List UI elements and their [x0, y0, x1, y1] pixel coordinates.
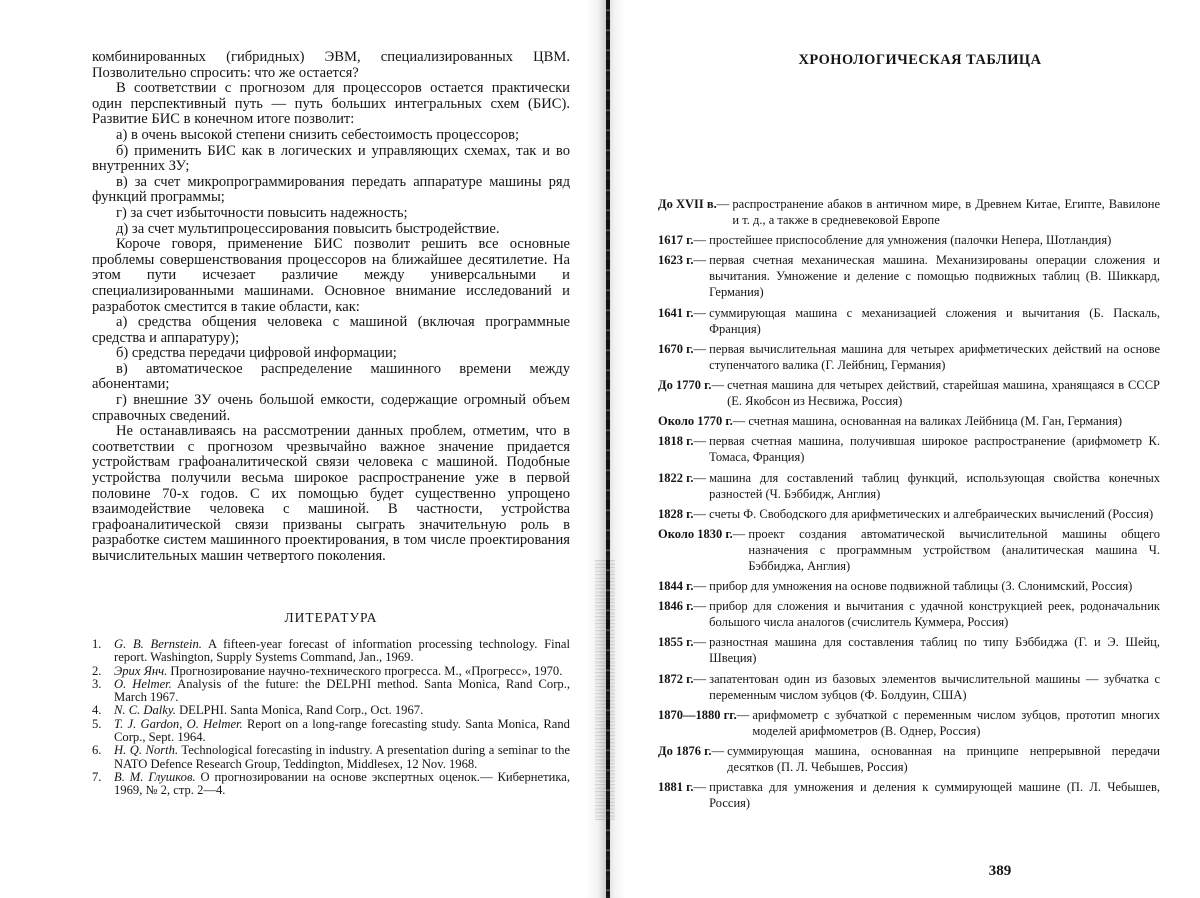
right-page	[600, 0, 1200, 898]
entry-dash: —	[693, 305, 710, 320]
entry-text: разностная машина для составления таблиц по типу Бэббиджа (Г. и Э. Шейц, Швеция)	[709, 635, 1160, 666]
reference-item	[92, 718, 570, 745]
reference-number: 6.	[92, 743, 102, 758]
paragraph: б) средства передачи цифровой информации;	[116, 345, 397, 362]
reference-author: H. Q. North.	[114, 743, 179, 758]
chronology-entry	[658, 634, 1160, 666]
reference-item	[92, 771, 570, 798]
entry-text: простейшее приспособление для умножения (палочки Непера, Шотландия)	[709, 233, 1112, 248]
entry-dash: —	[711, 377, 728, 392]
entry-date: 1846 г.	[658, 599, 694, 614]
reference-number: 2.	[92, 663, 102, 678]
paragraph: Короче говоря, применение БИС позволит решить все основные проблемы совершенствования процессоров на ближайшее десятилетие. На этом пути исчезает различие между универсальными и специализированными машинами. Основное внимание исследований и разработок сместится в такие области, как:	[92, 236, 570, 315]
entry-date: 1617 г.	[658, 233, 694, 248]
entry-dash: —	[693, 599, 710, 614]
paragraph: г) за счет избыточности повысить надежность;	[116, 204, 408, 221]
entry-text: машина для составлений таблиц функций, использующая свойства конечных разностей (Ч. Бэббидж, Англия)	[709, 470, 1160, 501]
page-title: ХРОНОЛОГИЧЕСКАЯ ТАБЛИЦА	[798, 52, 1042, 68]
entry-text: суммирующая машина с механизацией сложения и вычитания (Б. Паскаль, Франция)	[709, 305, 1160, 336]
reference-item	[92, 744, 570, 771]
entry-text: счетная машина, основанная на валиках Лейбница (М. Ган, Германия)	[748, 414, 1123, 429]
chronology-entry	[658, 671, 1160, 703]
reference-number: 1.	[92, 637, 102, 651]
entry-date: 1855 г.	[658, 635, 694, 650]
entry-dash: —	[693, 434, 710, 449]
reference-author: Эрих Янч.	[114, 663, 168, 678]
entry-dash: —	[693, 635, 710, 650]
reference-author: O. Helmer.	[114, 676, 172, 691]
chronology-entry	[658, 433, 1160, 465]
entry-date: До XVII в.	[658, 197, 717, 211]
entry-text: первая счетная механическая машина. Механизированы операции сложения и вычитания. Умножение и деление с помощью подвижных таблиц (В. Шиккард, Германия)	[709, 253, 1160, 300]
chronology-entry	[658, 232, 1160, 248]
chronology-entry	[658, 743, 1160, 775]
entry-date: 1870—1880 гг.	[658, 707, 737, 722]
entry-date: 1623 г.	[658, 253, 694, 268]
entry-dash: —	[693, 506, 710, 521]
paragraph: а) средства общения человека с машиной (включая программные средства и аппаратуру);	[92, 314, 570, 346]
chronology-entry	[658, 526, 1160, 574]
entry-date: 1872 г.	[658, 671, 694, 686]
entry-dash: —	[693, 671, 710, 686]
entry-text: прибор для сложения и вычитания с удачной конструкцией реек, родоначальник большого числа аналогов (счислитель Куммера, Россия)	[709, 599, 1160, 630]
entry-date: 1670 г.	[658, 341, 694, 356]
entry-dash: —	[732, 526, 749, 541]
reference-author: В. М. Глушков.	[114, 769, 196, 784]
paragraph: г) внешние ЗУ очень большой емкости, содержащие огромный объем справочных сведений.	[92, 392, 570, 424]
reference-text: Analysis of the future: the DELPHI method. Santa Monica, Rand Corp., March 1967.	[114, 676, 570, 705]
entry-text: первая вычислительная машина для четырех арифметических действий на основе ступенчатого валика (Г. Лейбниц, Германия)	[709, 341, 1160, 372]
entry-date: Около 1830 г.	[658, 526, 733, 541]
entry-dash: —	[693, 470, 710, 485]
page-number: 389	[988, 863, 1012, 879]
entry-date: 1818 г.	[658, 434, 694, 449]
reference-text: Report on a long-range forecasting study. Santa Monica, Rand Corp., Sept. 1964.	[114, 716, 570, 745]
body-text	[92, 50, 570, 565]
reference-number: 7.	[92, 769, 102, 784]
reference-item	[92, 665, 570, 678]
entry-dash: —	[716, 197, 733, 211]
paragraph: д) за счет мультипроцессирования повысить быстродействие.	[116, 220, 500, 237]
reference-author: G. B. Bernstein.	[114, 637, 202, 651]
entry-text: счеты Ф. Свободского для арифметических и алгебраических вычислений (Россия)	[709, 506, 1154, 521]
chronology-entry	[658, 470, 1160, 502]
chronology-entry	[658, 598, 1160, 630]
entry-text: приставка для умножения и деления к суммирующей машине (П. Л. Чебышев, Россия)	[709, 780, 1160, 811]
entry-date: 1828 г.	[658, 506, 694, 521]
entry-date: 1844 г.	[658, 579, 694, 594]
entry-text: арифмометр с зубчаткой с переменным числом зубцов, прототип многих моделей арифмометров (В. Однер, Россия)	[752, 707, 1160, 738]
reference-number: 3.	[92, 676, 102, 691]
chronology-entry	[658, 413, 1160, 429]
entry-text: первая счетная машина, получившая широкое распространение (арифмометр К. Томаса, Франция)	[709, 434, 1160, 465]
entry-text: проект создания автоматической вычислительной машины общего назначения с программным устройством (аналитическая машина Ч. Бэббиджа, Англия)	[748, 526, 1160, 573]
reference-author: N. C. Dalky.	[114, 703, 176, 718]
chronology-entry	[658, 578, 1160, 594]
reference-text: О прогнозировании на основе экспертных оценок.— Кибернетика, 1969, № 2, стр. 2—4.	[114, 769, 570, 798]
entry-date: До 1876 г.	[658, 744, 712, 758]
reference-text: DELPHI. Santa Monica, Rand Corp., Oct. 1967.	[175, 703, 424, 718]
paragraph: в) автоматическое распределение машинного времени между абонентами;	[92, 360, 570, 393]
reference-list	[92, 638, 570, 798]
literature-heading: ЛИТЕРАТУРА	[284, 610, 378, 625]
chronology-entry	[658, 779, 1160, 811]
chronology-entry	[658, 707, 1160, 739]
reference-number: 5.	[92, 716, 102, 731]
entry-text: суммирующая машина, основанная на принципе непрерывной передачи десятков (П. Л. Чебышев, Россия)	[727, 744, 1160, 774]
entry-date: Около 1770 г.	[658, 414, 733, 429]
entry-date: 1822 г.	[658, 470, 694, 485]
entry-dash: —	[693, 579, 710, 594]
entry-date: 1641 г.	[658, 305, 694, 320]
chronology-entry	[658, 196, 1160, 228]
paragraph: в) за счет микропрограммирования передать аппаратуре машины ряд функций программы;	[92, 173, 570, 206]
paragraph: В соответствии с прогнозом для процессоров остается практически один перспективный путь — путь больших интегральных схем (БИС). Развитие БИС в конечном итоге позволит:	[92, 80, 570, 128]
entry-text: запатентован один из базовых элементов вычислительной машины — зубчатка с переменным числом зубцов (Ф. Болдуин, США)	[709, 671, 1160, 702]
reference-text: Прогнозирование научно-технического прогресса. М., «Прогресс», 1970.	[167, 663, 563, 678]
entry-dash: —	[693, 233, 710, 248]
chronology-entry	[658, 305, 1160, 337]
reference-item	[92, 638, 570, 665]
chronology-entry	[658, 252, 1160, 300]
entry-dash: —	[693, 253, 710, 268]
entry-dash: —	[732, 414, 749, 429]
reference-item	[92, 678, 570, 705]
reference-item	[92, 704, 570, 717]
chronology-entry	[658, 377, 1160, 409]
chronology-entry	[658, 506, 1160, 522]
entry-date: 1881 г.	[658, 780, 694, 795]
entry-text: прибор для умножения на основе подвижной таблицы (З. Слонимский, Россия)	[709, 579, 1133, 594]
chronology-table	[658, 196, 1160, 815]
entry-dash: —	[736, 707, 753, 722]
paragraph: а) в очень высокой степени снизить себестоимость процессоров;	[116, 126, 520, 143]
chronology-entry	[658, 341, 1160, 373]
entry-dash: —	[711, 744, 728, 758]
reference-text: Technological forecasting in industry. A presentation during a seminar to the NATO Defence Research Group, Teddington, Middlesex, 12 Nov. 1968.	[114, 743, 570, 771]
entry-dash: —	[693, 341, 710, 356]
entry-dash: —	[693, 780, 710, 795]
paragraph: б) применить БИС как в логических и управляющих схемах, так и во внутренних ЗУ;	[92, 142, 570, 175]
entry-text: счетная машина для четырех действий, старейшая машина, хранящаяся в СССР (Е. Якобсон из Несвижа, Россия)	[727, 377, 1160, 408]
paragraph: Не останавливаясь на рассмотрении данных проблем, отметим, что в соответствии с прогнозом чрезвычайно важное значение придается устройствам графоаналитической связи человека с машиной. Подобные устройства получили весьма широкое распространение уже в первой половине 70-х годов. С их помощью будет существенно упрощено взаимодействие человека с машиной. В частности, устройства графоаналитической связи призваны сыграть значительную роль в разработке систем машинного проектирования, в том числе проектирования вычислительных машин четвертого поколения.	[92, 423, 570, 564]
entry-date: До 1770 г.	[658, 377, 712, 392]
reference-number: 4.	[92, 703, 102, 718]
entry-text: распространение абаков в античном мире, в Древнем Китае, Египте, Вавилоне и т. д., а также в средневековой Европе	[732, 197, 1160, 227]
reference-text: A fifteen-year forecast of information processing technology. Final report. Washington, Supply Systems Command, Jan., 1969.	[114, 637, 570, 665]
reference-author: T. J. Gardon, O. Helmer.	[114, 716, 243, 731]
paragraph: комбинированных (гибридных) ЭВМ, специализированных ЦВМ. Позволительно спросить: что же остается?	[92, 49, 570, 81]
